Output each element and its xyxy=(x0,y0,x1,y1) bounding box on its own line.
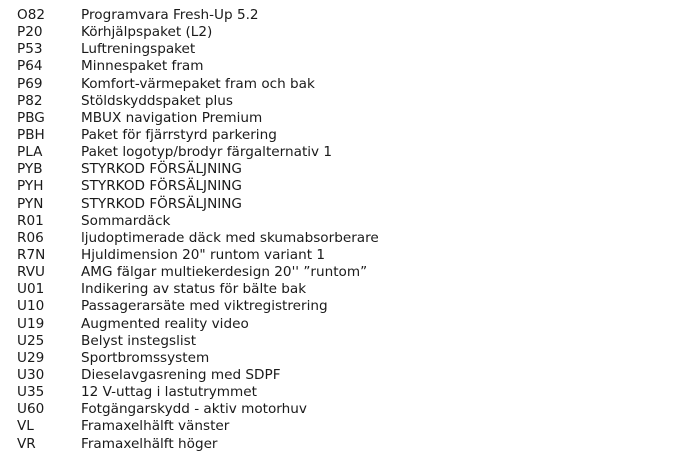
option-description: Indikering av status för bälte bak xyxy=(81,281,307,298)
list-item xyxy=(17,41,657,58)
option-description: Framaxelhälft höger xyxy=(81,435,218,452)
option-code: R01 xyxy=(17,212,44,229)
list-item xyxy=(17,76,657,93)
list-item xyxy=(17,350,657,367)
option-description: Paket för fjärrstyrd parkering xyxy=(81,126,277,143)
option-description: Programvara Fresh-Up 5.2 xyxy=(81,7,259,23)
option-description: STYRKOD FÖRSÄLJNING xyxy=(81,195,242,212)
list-item xyxy=(17,127,657,144)
list-item xyxy=(17,7,657,24)
option-code: PYH xyxy=(17,178,44,195)
option-description: Luftreningspaket xyxy=(81,41,196,58)
option-code: R06 xyxy=(17,229,44,246)
option-description: Passagerarsäte med viktregistrering xyxy=(81,298,328,315)
option-code: R7N xyxy=(17,246,46,263)
option-code: PYN xyxy=(17,195,44,212)
list-item xyxy=(17,436,657,453)
list-item xyxy=(17,401,657,418)
list-item xyxy=(17,333,657,350)
option-code: U60 xyxy=(17,401,45,418)
option-code: U10 xyxy=(17,298,45,315)
option-code: RVU xyxy=(17,264,45,281)
option-description: Belyst instegslist xyxy=(81,332,197,349)
option-description: Komfort-värmepaket fram och bak xyxy=(81,75,315,92)
list-item xyxy=(17,264,657,281)
option-description: Hjuldimension 20" runtom variant 1 xyxy=(81,246,326,263)
list-item xyxy=(17,247,657,264)
option-description: ljudoptimerade däck med skumabsorberare xyxy=(81,229,379,246)
option-code: P53 xyxy=(17,41,43,58)
option-code: U19 xyxy=(17,315,45,332)
list-item xyxy=(17,161,657,178)
list-item xyxy=(17,281,657,298)
list-item xyxy=(17,367,657,384)
option-description: Sportbromssystem xyxy=(81,349,210,366)
option-description: Körhjälpspaket (L2) xyxy=(81,24,213,41)
list-item xyxy=(17,418,657,435)
option-code: P82 xyxy=(17,92,43,109)
option-description: AMG fälgar multiekerdesign 20'' ”runtom” xyxy=(81,264,368,281)
option-code: P64 xyxy=(17,58,43,75)
option-code: P69 xyxy=(17,75,43,92)
option-description: Stöldskyddspaket plus xyxy=(81,92,233,109)
option-code: VR xyxy=(17,435,36,452)
option-code: PLA xyxy=(17,144,43,161)
list-item xyxy=(17,196,657,213)
option-code: PBH xyxy=(17,126,45,143)
option-code: U01 xyxy=(17,281,45,298)
option-code-list xyxy=(17,7,657,453)
list-item xyxy=(17,213,657,230)
option-code: O82 xyxy=(17,7,45,23)
option-code: PYB xyxy=(17,161,43,178)
option-description: Paket logotyp/brodyr färgalternativ 1 xyxy=(81,144,333,161)
option-description: 12 V-uttag i lastutrymmet xyxy=(81,384,257,401)
option-description: Fotgängarskydd - aktiv motorhuv xyxy=(81,401,307,418)
option-description: Dieselavgasrening med SDPF xyxy=(81,366,281,383)
list-item xyxy=(17,24,657,41)
option-description: MBUX navigation Premium xyxy=(81,109,263,126)
list-item xyxy=(17,298,657,315)
option-code: PBG xyxy=(17,109,45,126)
option-code: VL xyxy=(17,418,34,435)
option-description: Minnespaket fram xyxy=(81,58,204,75)
list-item xyxy=(17,110,657,127)
option-description: Framaxelhälft vänster xyxy=(81,418,230,435)
list-item xyxy=(17,384,657,401)
option-code: U30 xyxy=(17,366,45,383)
option-code: U29 xyxy=(17,349,45,366)
list-item xyxy=(17,144,657,161)
list-item xyxy=(17,93,657,110)
option-description: Augmented reality video xyxy=(81,315,249,332)
list-item xyxy=(17,316,657,333)
list-item xyxy=(17,230,657,247)
option-description: STYRKOD FÖRSÄLJNING xyxy=(81,161,242,178)
list-item xyxy=(17,58,657,75)
option-code: U35 xyxy=(17,384,45,401)
option-code: P20 xyxy=(17,24,43,41)
option-code: U25 xyxy=(17,332,45,349)
option-description: STYRKOD FÖRSÄLJNING xyxy=(81,178,242,195)
list-item xyxy=(17,178,657,195)
option-description: Sommardäck xyxy=(81,212,171,229)
